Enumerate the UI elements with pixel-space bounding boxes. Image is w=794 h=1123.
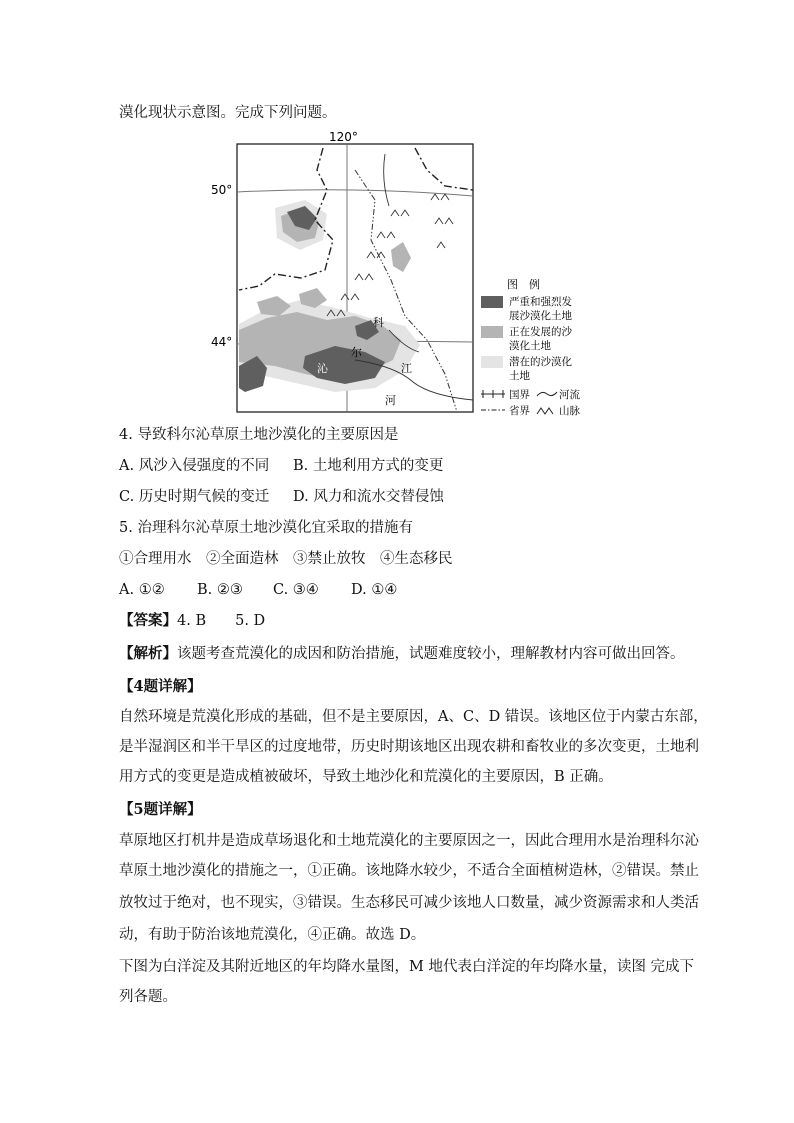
analysis-line <box>119 645 685 663</box>
next-intro-line2: 列各题。 <box>119 989 177 1005</box>
q4-option-d: D. 风力和流水交替侵蚀 <box>293 489 444 505</box>
q4-options-row1 <box>119 457 443 475</box>
detail4-line1: 自然环境是荒漠化形成的基础，但不是主要原因，A、C、D 错误。该地区位于内蒙古东部， <box>119 709 708 725</box>
legend-border-label: 国界 <box>509 389 530 401</box>
q5-stem: 5. 治理科尔沁草原土地沙漠化宜采取的措施有 <box>119 520 413 536</box>
intro-text: 漠化现状示意图。完成下列问题。 <box>119 105 337 121</box>
lat-50-label: 50° <box>211 183 233 197</box>
q5-option-d: D. ①④ <box>351 582 398 598</box>
analysis-text: 该题考查荒漠化的成因和防治措施，试题难度较小，理解教材内容可做出回答。 <box>177 646 685 662</box>
q4-option-b: B. 土地利用方式的变更 <box>293 458 444 474</box>
desertification-map <box>205 130 615 416</box>
detail4-line3: 用方式的变更是造成植被破坏，导致土地沙化和荒漠化的主要原因，B 正确。 <box>119 769 613 785</box>
map-legend <box>481 277 580 416</box>
q4-option-c: C. 历史时期气候的变迁 <box>119 489 270 505</box>
place-er-label: 尔 <box>351 346 362 359</box>
place-he-label: 河 <box>385 394 396 407</box>
detail4-line2: 是半湿润区和半干旱区的过度地带，历史时期该地区出现农耕和畜牧业的多次变更，土地利 <box>119 739 699 755</box>
lon-120-label: 120° <box>329 130 358 144</box>
place-qin-label: 沁 <box>317 362 328 375</box>
answer-line <box>119 612 265 630</box>
q4-stem: 4. 导致科尔沁草原土地沙漠化的主要原因是 <box>119 427 399 443</box>
legend-severe-line1: 严重和强烈发 <box>509 296 572 308</box>
answer-text: 4. B 5. D <box>177 613 266 629</box>
next-intro-line1: 下图为白洋淀及其附近地区的年均降水量图，M 地代表白洋淀的年均降水量，读图 完成下 <box>119 959 695 975</box>
legend-border-symbol <box>481 390 505 398</box>
q5-option-c: C. ③④ <box>273 582 319 598</box>
legend-river-symbol <box>537 392 557 396</box>
q5-items: ①合理用水 ②全面造林 ③禁止放牧 ④生态移民 <box>119 551 453 567</box>
q4-option-a: A. 风沙入侵强度的不同 <box>119 458 270 474</box>
q5-options <box>119 581 397 599</box>
legend-province-label: 省界 <box>509 405 530 416</box>
legend-potential-line2: 土地 <box>509 370 530 382</box>
detail5-line2: 草原土地沙漠化的措施之一，①正确。该地降水较少，不适合全面植树造林，②错误。禁止 <box>119 863 699 879</box>
legend-developing-line2: 漠化土地 <box>509 340 551 352</box>
detail5-line1: 草原地区打机井是造成草场退化和土地荒漠化的主要原因之一，因此合理用水是治理科尔沁 <box>119 833 699 849</box>
analysis-label: 【解析】 <box>119 645 177 662</box>
place-jiang-label: 江 <box>401 362 412 375</box>
q4-options-row2 <box>119 488 444 506</box>
detail4-heading: 【4题详解】 <box>119 678 202 695</box>
place-ke-label: 科 <box>373 316 384 329</box>
legend-developing-line1: 正在发展的沙 <box>509 326 572 338</box>
legend-mountain-symbol <box>537 408 553 414</box>
detail5-line4: 动，有助于防治该地荒漠化，④正确。故选 D。 <box>119 927 426 943</box>
legend-potential-line1: 潜在的沙漠化 <box>509 356 572 368</box>
q5-option-b: B. ②③ <box>197 582 243 598</box>
detail5-line3: 放牧过于绝对，也不现实，③错误。生态移民可减少该地人口数量，减少资源需求和人类活 <box>119 895 699 911</box>
legend-river-label: 河流 <box>559 389 580 401</box>
legend-mountain-label: 山脉 <box>559 405 580 416</box>
answer-label: 【答案】 <box>119 612 177 629</box>
legend-severe-line2: 展沙漠化土地 <box>509 310 572 322</box>
legend-swatch-potential <box>481 356 503 368</box>
legend-swatch-developing <box>481 326 503 338</box>
lat-44-label: 44° <box>211 335 233 349</box>
legend-swatch-severe <box>481 296 503 308</box>
detail5-heading: 【5题详解】 <box>119 801 202 818</box>
legend-title: 图 例 <box>507 278 540 291</box>
q5-option-a: A. ①② <box>119 582 165 598</box>
